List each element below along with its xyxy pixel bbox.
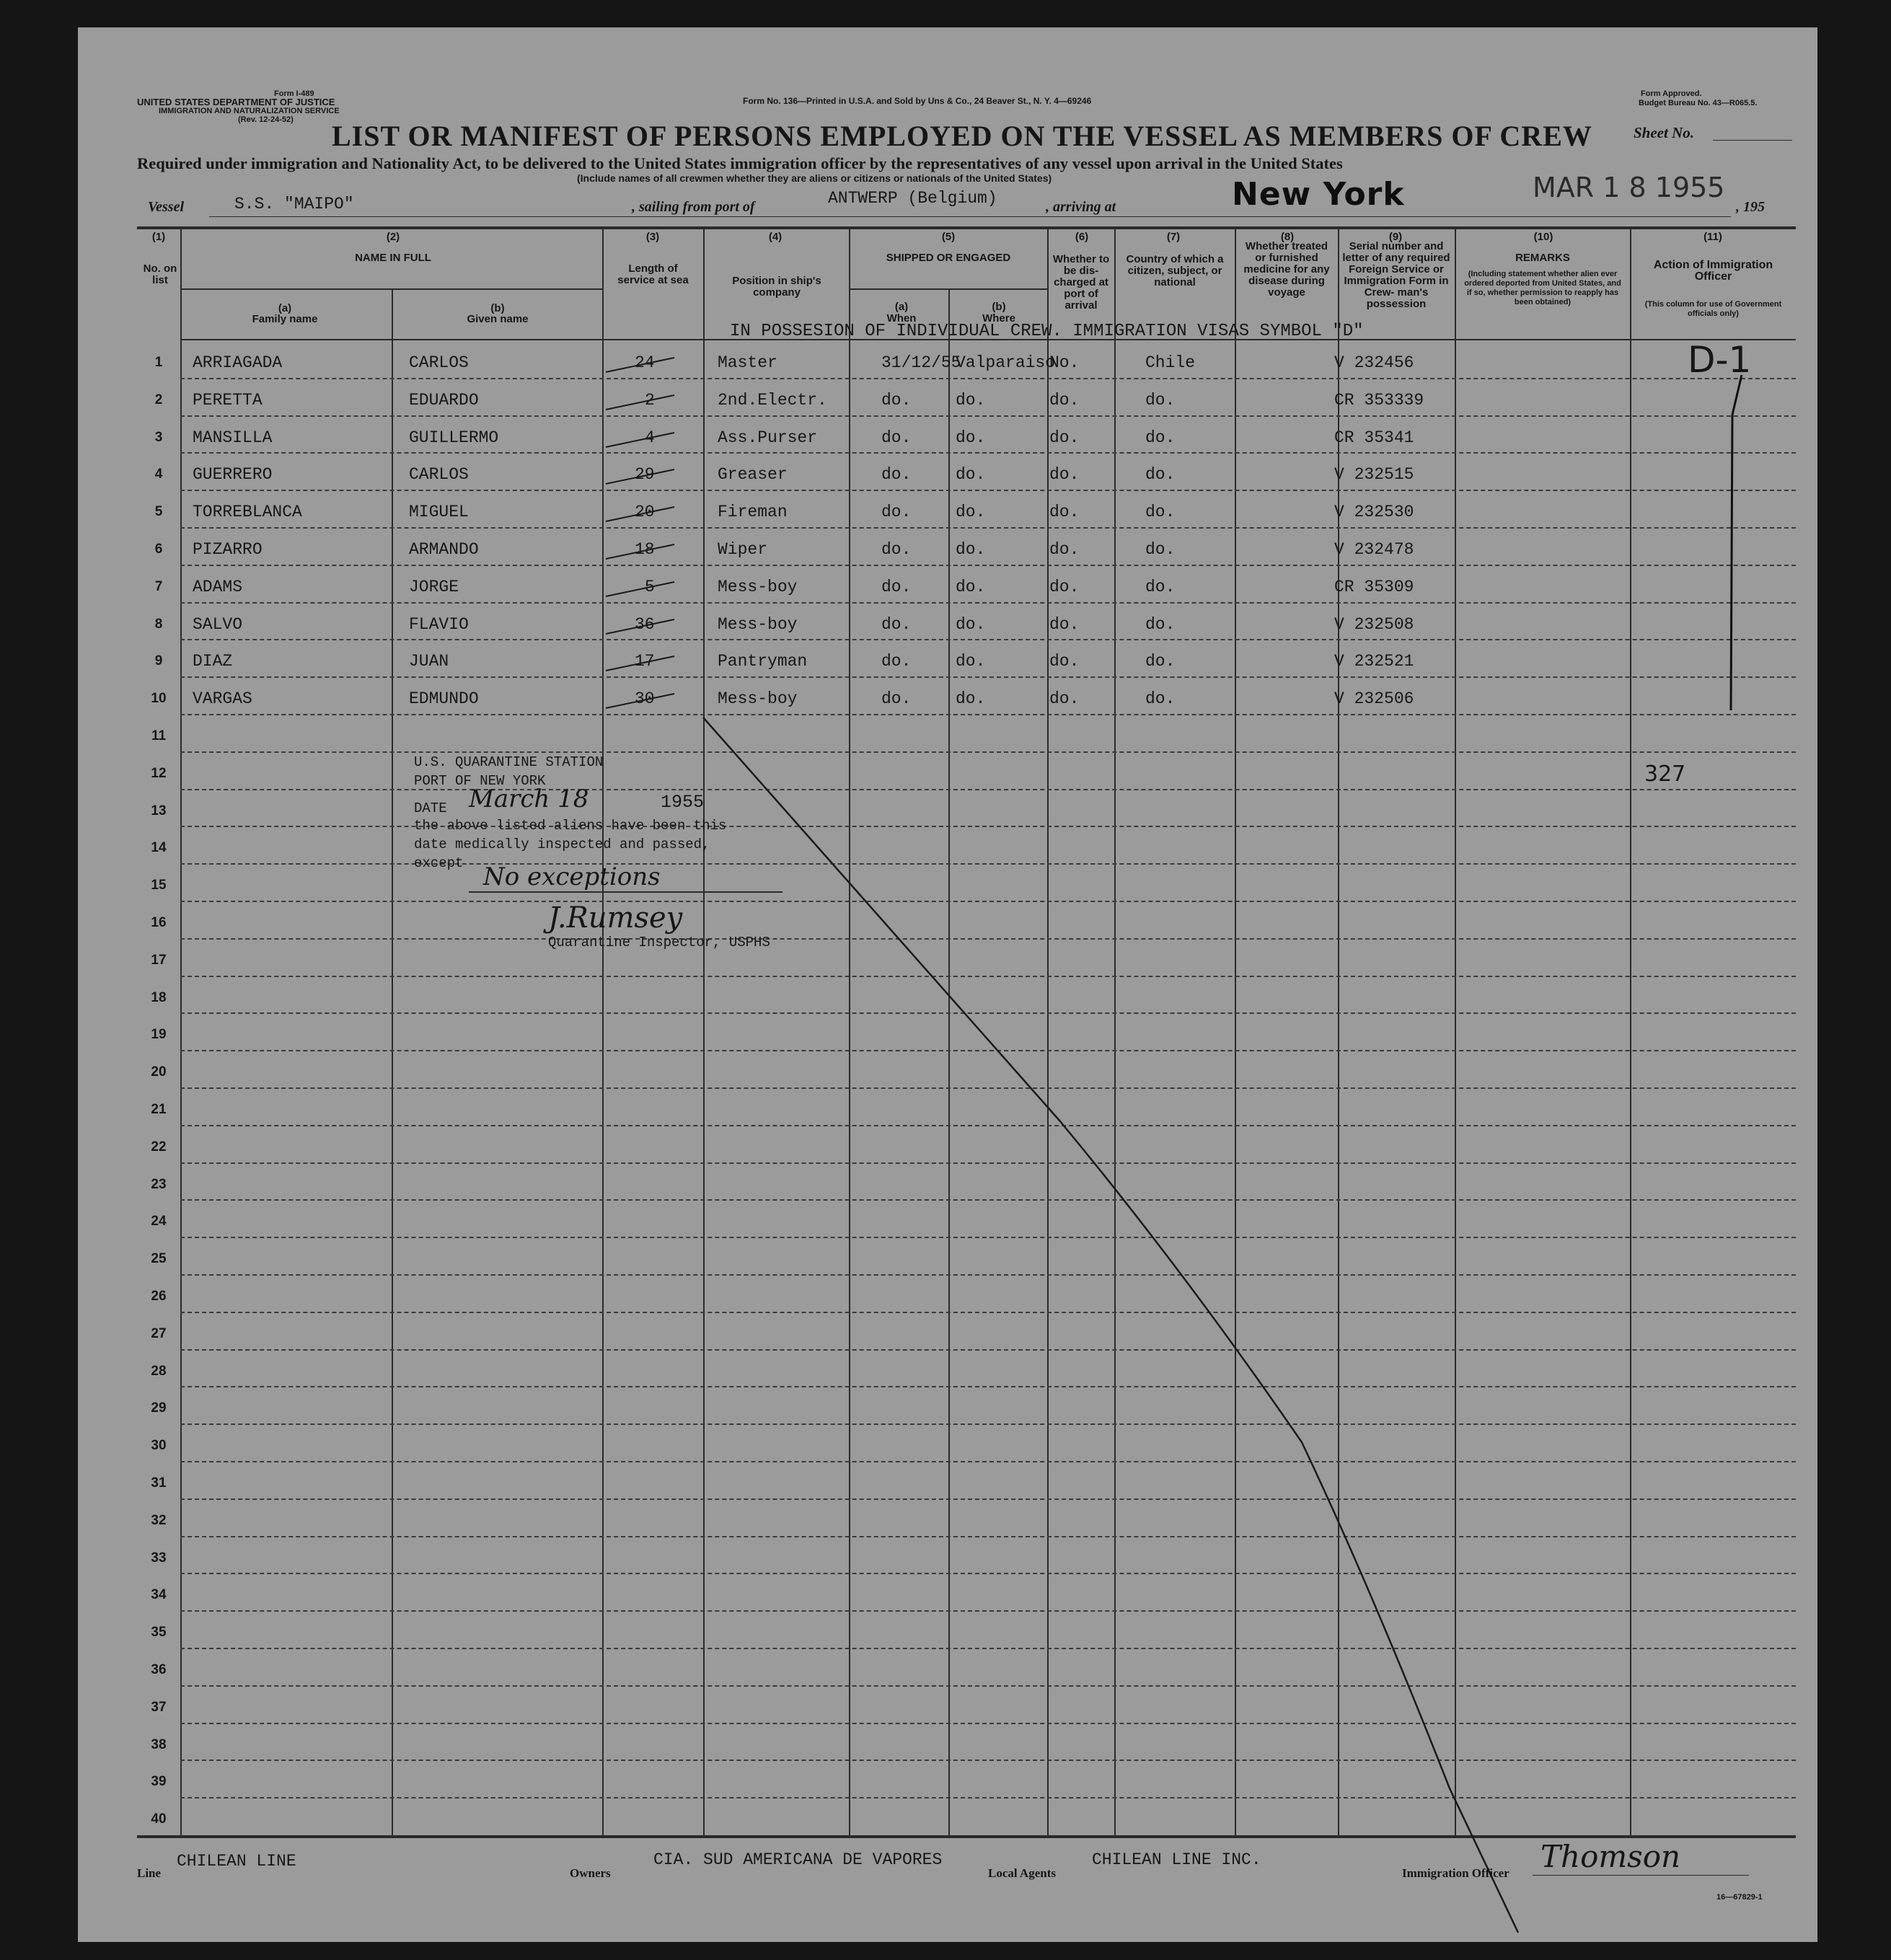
crew-discharge: do. [1049, 652, 1080, 671]
crew-position: Wiper [718, 540, 768, 559]
footer-officer-signature: Thomson [1540, 1839, 1681, 1874]
row-number: 30 [151, 1438, 167, 1454]
row-number: 2 [154, 392, 163, 407]
header-remarks-note: (Including statement whether alien ever ordered deported from United States, and if so, whether permission to reapply has been obtained) [1464, 270, 1621, 306]
row-number: 27 [151, 1325, 167, 1341]
footer-form-code: 16—67829-1 [1716, 1893, 1763, 1902]
row-number: 31 [151, 1475, 167, 1491]
crew-service: 20 [635, 503, 655, 522]
crew-given: MIGUEL [409, 503, 469, 522]
crew-country: do. [1145, 540, 1176, 559]
year-label: , 195 [1736, 199, 1765, 215]
col-number: (11) [1703, 231, 1722, 243]
crew-when: do. [881, 503, 912, 522]
crew-where: do. [956, 577, 986, 596]
include-note: (Include names of all crewmen whether they are aliens or citizens or nationals of the United States) [577, 172, 1052, 184]
crew-country: do. [1145, 614, 1176, 634]
crew-service: 18 [635, 540, 655, 559]
quarantine-exceptions: No exceptions [483, 862, 661, 891]
row-number: 39 [151, 1774, 167, 1790]
crew-discharge: do. [1049, 689, 1080, 709]
header-position: Position in ship's company [732, 275, 821, 299]
sheet-label: Sheet No. [1634, 124, 1694, 141]
crew-service: 24 [635, 353, 655, 372]
quarantine-inspector: Quarantine Inspector, USPHS [548, 935, 770, 950]
row-number: 26 [151, 1289, 167, 1304]
row-number: 9 [154, 653, 163, 669]
quarantine-date: March 18 [469, 785, 589, 813]
crew-given: JUAN [409, 652, 449, 671]
crew-when: do. [881, 577, 912, 596]
crew-country: do. [1145, 577, 1176, 596]
crew-position: Greaser [718, 465, 788, 485]
row-number: 7 [154, 578, 163, 594]
crew-country: do. [1145, 428, 1176, 447]
crew-family: SALVO [193, 614, 243, 634]
crew-family: TORREBLANCA [193, 503, 302, 522]
printer-line: Form No. 136—Printed in U.S.A. and Sold by Uns & Co., 24 Beaver St., N. Y. 4—69246 [743, 96, 1092, 106]
footer-agents-label: Local Agents [988, 1866, 1056, 1880]
crew-given: EDUARDO [409, 390, 479, 410]
row-number: 6 [154, 542, 163, 557]
row-number: 15 [151, 878, 167, 893]
sailing-label: , sailing from port of [632, 199, 755, 215]
crew-where: do. [956, 652, 986, 671]
row-number: 40 [151, 1811, 167, 1827]
crew-serial: CR 353339 [1334, 390, 1424, 410]
crew-discharge: do. [1049, 465, 1080, 485]
col-number: (5) [941, 231, 956, 243]
quarantine-text1: the above listed aliens have been this [414, 818, 727, 834]
header-remarks: REMARKS [1515, 252, 1570, 264]
crew-when: do. [881, 390, 912, 410]
header-no-on-list: No. on list [143, 262, 177, 286]
header-given-name: Given name [467, 313, 529, 325]
row-number: 33 [151, 1550, 167, 1566]
footer-owners-value: CIA. SUD AMERICANA DE VAPORES [653, 1850, 943, 1869]
crew-service: 5 [645, 577, 655, 596]
crew-given: FLAVIO [409, 614, 469, 634]
crew-when: do. [881, 652, 912, 671]
crew-position: Fireman [718, 503, 788, 522]
quarantine-year: 1955 [661, 792, 705, 813]
row-number: 37 [151, 1699, 167, 1715]
row-number: 21 [151, 1102, 167, 1117]
crew-serial: V 232530 [1334, 503, 1414, 522]
header-length-of-service: Length of service at sea [617, 262, 689, 286]
row-number: 36 [151, 1662, 167, 1677]
col-number: (8) [1280, 231, 1295, 243]
footer-agents-value: CHILEAN LINE INC. [1092, 1850, 1261, 1869]
crew-given: CARLOS [409, 353, 469, 372]
crew-where: do. [956, 689, 986, 709]
footer-line-label: Line [137, 1866, 162, 1880]
col-number: (7) [1166, 231, 1181, 243]
row-number: 22 [151, 1139, 167, 1155]
quarantine-line1: U.S. QUARANTINE STATION [414, 754, 604, 770]
crew-when: do. [881, 689, 912, 709]
header-treated: Whether treated or furnished medicine for any disease during voyage [1243, 240, 1330, 299]
row-number: 12 [151, 765, 167, 781]
quarantine-line2: PORT OF NEW YORK [414, 773, 546, 789]
crew-family: PERETTA [193, 390, 263, 410]
crew-when: do. [881, 614, 912, 634]
crew-country: do. [1145, 652, 1176, 671]
crew-family: GUERRERO [193, 465, 273, 485]
col-number: (4) [768, 231, 783, 243]
crew-family: ARRIAGADA [193, 353, 283, 372]
crew-family: ADAMS [193, 577, 243, 596]
crew-where: do. [956, 614, 986, 634]
crew-given: JORGE [409, 577, 459, 596]
footer-officer-label: Immigration Officer [1402, 1866, 1509, 1880]
row-number: 32 [151, 1512, 167, 1528]
row-number: 34 [151, 1587, 167, 1603]
row-number: 23 [151, 1176, 167, 1192]
crew-serial: V 232515 [1334, 465, 1414, 485]
departure-port: ANTWERP (Belgium) [828, 189, 997, 208]
crew-serial: CR 35341 [1334, 428, 1414, 447]
action-mark: D-1 [1688, 339, 1752, 381]
form-approved: Form Approved. [1641, 89, 1702, 98]
row-number: 20 [151, 1064, 167, 1080]
crew-discharge: do. [1049, 503, 1080, 522]
crew-given: GUILLERMO [409, 428, 499, 447]
row-number: 19 [151, 1027, 167, 1043]
header-family-name: Family name [252, 313, 318, 325]
crew-position: Mess-boy [718, 577, 798, 596]
arriving-label: , arriving at [1046, 199, 1116, 215]
header-name-in-full: NAME IN FULL [355, 252, 431, 264]
crew-serial: V 232456 [1334, 353, 1414, 372]
crew-service: 30 [635, 689, 655, 709]
crew-serial: V 232506 [1334, 689, 1414, 709]
crew-where: do. [956, 465, 986, 485]
crew-serial: V 232508 [1334, 614, 1414, 634]
vessel-name: S.S. "MAIPO" [234, 195, 354, 213]
row-number: 13 [151, 803, 167, 818]
revision: (Rev. 12-24-52) [238, 115, 294, 124]
header-shipped-or-engaged: SHIPPED OR ENGAGED [886, 252, 1011, 264]
crew-when: do. [881, 428, 912, 447]
col-number: (10) [1533, 231, 1553, 243]
col-number: (2) [386, 231, 400, 243]
crew-service: 4 [645, 428, 655, 447]
crew-where: do. [956, 540, 986, 559]
crew-country: do. [1145, 465, 1176, 485]
crew-position: Mess-boy [718, 689, 798, 709]
crew-discharge: do. [1049, 614, 1080, 634]
crew-when: do. [881, 540, 912, 559]
header-where: Where [982, 312, 1015, 325]
crew-service: 17 [635, 652, 655, 671]
crew-family: VARGAS [193, 689, 252, 709]
quarantine-text2: date medically inspected and passed, [414, 836, 710, 852]
footer-line-value: CHILEAN LINE [177, 1852, 296, 1871]
row-number: 29 [151, 1400, 167, 1416]
row-number: 28 [151, 1363, 167, 1379]
header-sub-a: (a) [894, 301, 909, 313]
crew-position: Pantryman [718, 652, 808, 671]
crew-position: Ass.Purser [718, 428, 818, 447]
header-discharged: Whether to be dis- charged at port of arrival [1052, 253, 1110, 312]
crew-where: Valparaiso [956, 353, 1056, 372]
crew-when: do. [881, 465, 912, 485]
row-number: 35 [151, 1625, 167, 1641]
crew-country: do. [1145, 503, 1176, 522]
footer-owners-label: Owners [570, 1866, 611, 1880]
row-number: 4 [154, 467, 163, 482]
crew-serial: V 232478 [1334, 540, 1414, 559]
page-subtitle: Required under immigration and Nationality Act, to be delivered to the United States immigration officer by the representatives of any vessel upon arrival in the United States [137, 154, 1343, 172]
crew-discharge: do. [1049, 577, 1080, 596]
crew-given: ARMANDO [409, 540, 479, 559]
header-sub-b: (b) [992, 301, 1006, 313]
crew-family: MANSILLA [193, 428, 273, 447]
header-action: Action of Immigration Officer [1653, 259, 1773, 283]
possession-note: IN POSSESION OF INDIVIDUAL CREW. IMMIGRATION VISAS SYMBOL "D" [730, 322, 1364, 341]
row-number: 16 [151, 915, 167, 930]
col-number: (6) [1075, 231, 1089, 243]
crew-service: 29 [635, 465, 655, 485]
header-sub-b: (b) [490, 302, 505, 314]
crew-serial: CR 35309 [1334, 577, 1414, 596]
crew-discharge: do. [1049, 428, 1080, 447]
row-number: 17 [151, 952, 167, 968]
form-id: Form I-489 [274, 89, 314, 98]
header-sub-a: (a) [278, 302, 292, 314]
crew-discharge: No. [1049, 353, 1080, 372]
crew-given: CARLOS [409, 465, 469, 485]
quarantine-date-label: DATE [414, 800, 447, 816]
row-number: 1 [154, 355, 163, 370]
row-number: 25 [151, 1251, 167, 1267]
crew-serial: V 232521 [1334, 652, 1414, 671]
header-when: When [886, 312, 917, 325]
crew-service: 2 [645, 390, 655, 410]
side-number: 327 [1644, 762, 1686, 787]
crew-when: 31/12/55 [881, 353, 961, 372]
row-number: 5 [154, 504, 163, 520]
crew-discharge: do. [1049, 540, 1080, 559]
row-number: 18 [151, 989, 167, 1005]
col-number: (1) [151, 231, 166, 243]
service: IMMIGRATION AND NATURALIZATION SERVICE [159, 107, 340, 115]
page-title: LIST OR MANIFEST OF PERSONS EMPLOYED ON THE VESSEL AS MEMBERS OF CREW [332, 120, 1592, 152]
row-number: 14 [151, 840, 167, 856]
crew-service: 36 [635, 614, 655, 634]
quarantine-signature: J.Rumsey [548, 901, 683, 935]
crew-country: do. [1145, 689, 1176, 709]
crew-family: PIZARRO [193, 540, 263, 559]
header-country: Country of which a citizen, subject, or national [1126, 253, 1224, 288]
crew-discharge: do. [1049, 390, 1080, 410]
header-action-note: (This column for use of Government officials only) [1644, 300, 1782, 318]
row-number: 11 [151, 728, 167, 743]
row-number: 38 [151, 1736, 167, 1752]
crew-country: Chile [1145, 353, 1196, 372]
row-number: 3 [154, 429, 163, 445]
row-number: 10 [151, 691, 167, 707]
vessel-label: Vessel [148, 199, 184, 215]
col-number: (9) [1388, 231, 1403, 243]
quarantine-text3: except [414, 855, 464, 871]
footer-rule [1533, 1875, 1749, 1876]
crew-position: 2nd.Electr. [718, 390, 827, 410]
crew-country: do. [1145, 390, 1176, 410]
row-number: 8 [154, 616, 163, 632]
arrival-port-stamp: New York [1232, 176, 1405, 213]
arrival-date-stamp: MAR 1 8 1955 [1533, 172, 1725, 203]
crew-position: Mess-boy [718, 614, 798, 634]
department: UNITED STATES DEPARTMENT OF JUSTICE [137, 97, 335, 107]
crew-position: Master [718, 353, 777, 372]
crew-where: do. [956, 428, 986, 447]
row-number: 24 [151, 1214, 167, 1230]
crew-given: EDMUNDO [409, 689, 479, 709]
header-serial: Serial number and letter of any required Foreign Service or Immigration Form in Crew- man's possession [1342, 240, 1450, 310]
budget-bureau: Budget Bureau No. 43—R065.5. [1639, 99, 1758, 107]
crew-where: do. [956, 503, 986, 522]
col-number: (3) [645, 231, 660, 243]
crew-where: do. [956, 390, 986, 410]
crew-family: DIAZ [193, 652, 233, 671]
